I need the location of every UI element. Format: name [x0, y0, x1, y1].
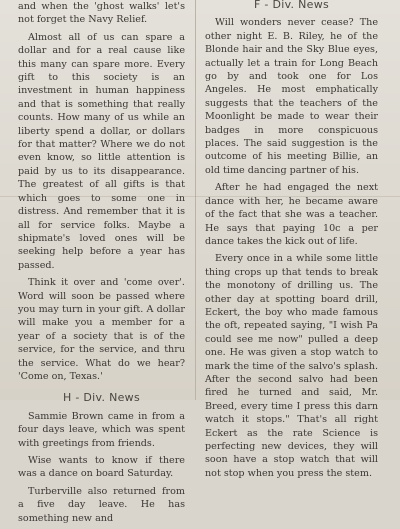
- paper-crease: [0, 196, 400, 197]
- h-div-para-1: Sammie Brown came in from a four days leave, which was spent with greetings from friends.: [18, 410, 185, 449]
- column-divider: [195, 0, 196, 400]
- navy-relief-para-1: and when the 'ghost walks' let's not forget the Navy Relief.: [18, 1, 185, 26]
- h-div-para-2: Wise wants to know if there was a dance on board Saturday.: [18, 455, 185, 480]
- f-div-para-1: Will wonders never cease? The other night E. B. Riley, he of the Blonde hair and the Sky Blue eyes, actually let a train for Long Beach go by and took one for Los Angeles. He most emphatically suggests that the teachers of the Moonlight be made to wear their badges in more conspicuous places. The said suggestion is the outcome of his meeting Billie, an old time dancing partner of his.: [205, 17, 378, 176]
- f-div-news-heading: F - Div. News: [253, 0, 330, 11]
- navy-relief-para-2: Almost all of us can spare a dollar and for a real cause like this many can spare more. Every gift to this society is an investment in human happiness and that is something that really counts. How many of us while an liberty spend a dollar, or dollars for that matter? Where we do not even know, so little attention is paid by us to its disappearance. The greatest of all gifts is that which goes to some one in distress. And remember that it is all for service folks. Maybe a shipmate's loved ones will be seeking help before a year has passed.: [18, 31, 185, 271]
- f-div-para-3: Every once in a while some little thing crops up that tends to break the monotony of drilling us. The other day at spotting board drill, Eckert, the boy who made famous the oft, repeated saying, "I wish Pa could see me now" pulled a deep one. He was given a stop watch to mark the time of the salvo's splash. After the second salvo had been fired he turned and said, Mr. Breed, every time I press this darn watch it stops." That's all right Eckert as the rate Science is perfecting new devices, they will soon have a stop watch that will not stop when you press the stem.: [205, 253, 378, 479]
- h-div-news-heading: H - Div. News: [62, 391, 141, 405]
- h-div-para-3: Turberville also returned from a five day leave. He has something new and: [18, 485, 185, 524]
- right-column: [205, 0, 378, 484]
- left-column: [18, 0, 185, 529]
- f-div-para-2: After he had engaged the next dance with her, he became aware of the fact that she was a teacher. He says that paying 10c a per dance takes the kick out of life.: [205, 182, 378, 247]
- navy-relief-para-3: Think it over and 'come over'. Word will soon be passed where you may turn in your gift. A dollar will make you a member for a year of a society that is of the service, for the service, and thru the service. What do we hear? 'Come on, Texas.': [18, 277, 185, 382]
